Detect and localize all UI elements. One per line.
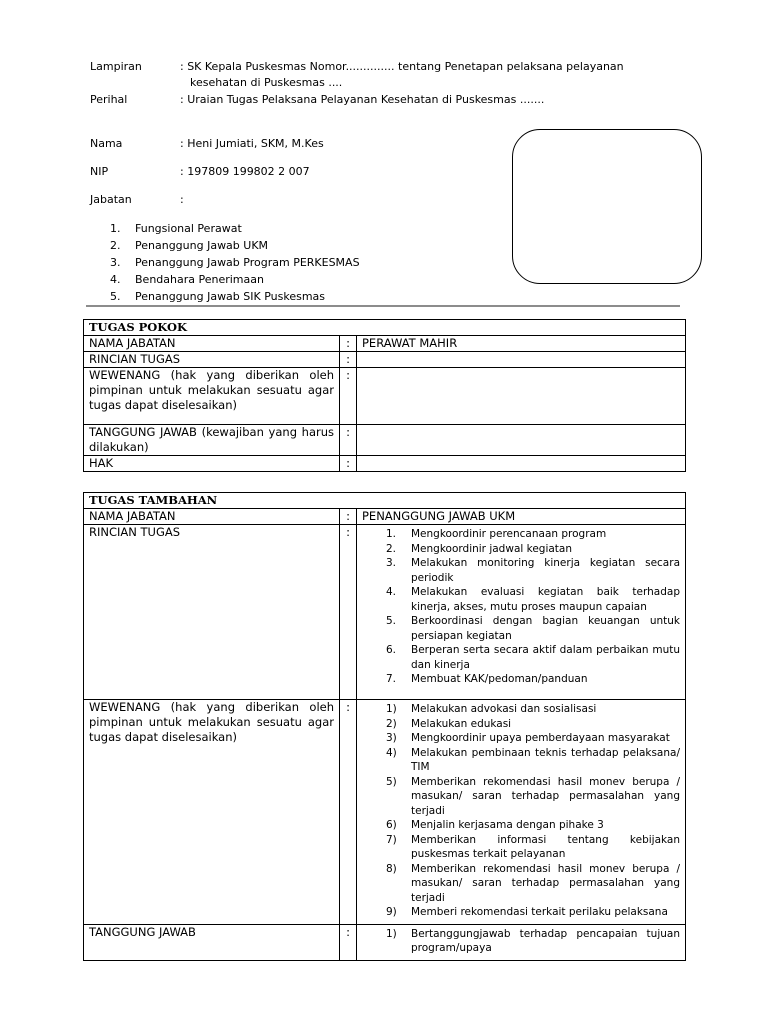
nama-row: [90, 136, 490, 152]
colon: :: [340, 352, 357, 368]
table-row: [84, 509, 686, 525]
list-item: 7) Memberikan informasi tentang kebijakan puskesmas terkait pelayanan: [386, 833, 680, 860]
tanggung-jawab-label: TANGGUNG JAWAB: [84, 924, 340, 960]
nama-jabatan-value: PENANGGUNG JAWAB UKM: [357, 509, 686, 525]
colon: :: [340, 336, 357, 352]
table-row: [84, 425, 686, 456]
list-item: 5. Berkoordinasi dengan bagian keuangan untuk persiapan kegiatan: [386, 615, 680, 642]
colon: :: [340, 525, 357, 700]
nip-row: [90, 164, 490, 180]
tugas-tambahan-table: [83, 492, 686, 961]
perihal-value: : Uraian Tugas Pelaksana Pelayanan Kesehatan di Puskesmas .......: [180, 93, 545, 106]
nama-label: Nama: [90, 137, 123, 150]
wewenang-label: WEWENANG (hak yang diberikan oleh pimpinan untuk melakukan sesuatu agar tugas dapat diselesaikan): [84, 368, 340, 425]
tugas-pokok-table: [83, 319, 686, 472]
table-row: [84, 456, 686, 472]
nama-value: : Heni Jumiati, SKM, M.Kes: [180, 137, 324, 150]
jabatan-list: [110, 220, 360, 305]
colon: :: [340, 368, 357, 425]
wewenang-value: [357, 368, 686, 425]
list-item: 4) Melakukan pembinaan teknis terhadap pelaksana/ TIM: [386, 746, 680, 773]
lampiran-value-cont: kesehatan di Puskesmas ....: [190, 76, 343, 89]
jabatan-value: :: [180, 193, 184, 206]
lampiran-value: : SK Kepala Puskesmas Nomor.............. tentang Penetapan pelaksana pelayanan: [180, 60, 624, 73]
colon: :: [340, 425, 357, 456]
nip-value: : 197809 199802 2 007: [180, 165, 310, 178]
list-item: 2. Penanggung Jawab UKM: [110, 239, 269, 252]
tanggung-jawab-value: [357, 425, 686, 456]
list-item: 3) Mengkoordinir upaya pemberdayaan masyarakat: [386, 732, 670, 744]
tugas-tambahan-title: TUGAS TAMBAHAN: [84, 493, 686, 509]
colon: :: [340, 509, 357, 525]
perihal-label: Perihal: [90, 93, 128, 106]
list-item: 4. Melakukan evaluasi kegiatan baik terhadap kinerja, akses, mutu proses maupun capaian: [386, 586, 680, 613]
list-item: 2) Melakukan edukasi: [386, 717, 512, 730]
jabatan-row: [90, 192, 490, 208]
list-item: 7. Membuat KAK/pedoman/panduan: [386, 673, 588, 685]
tanggung-jawab-list: [357, 924, 686, 960]
wewenang-label: WEWENANG (hak yang diberikan oleh pimpinan untuk melakukan sesuatu agar tugas dapat diselesaikan): [84, 700, 340, 925]
photo-box: [512, 129, 702, 284]
list-item: 9) Memberi rekomendasi terkait perilaku pelaksana: [386, 906, 668, 918]
list-item: 1. Fungsional Perawat: [110, 222, 242, 235]
table-row: [84, 368, 686, 425]
hak-value: [357, 456, 686, 472]
rincian-tugas-label: RINCIAN TUGAS: [84, 525, 340, 700]
nama-jabatan-label: NAMA JABATAN: [84, 509, 340, 525]
tanggung-jawab-label: TANGGUNG JAWAB (kewajiban yang harus dilakukan): [84, 425, 340, 456]
table-row: [84, 320, 686, 336]
lampiran-label: Lampiran: [90, 60, 142, 73]
list-item: 5) Memberikan rekomendasi hasil monev berupa / masukan/ saran terhadap permasalahan yang terjadi: [386, 775, 680, 817]
lampiran-row: [90, 59, 690, 91]
rincian-tugas-label: RINCIAN TUGAS: [84, 352, 340, 368]
rincian-tugas-value: [357, 352, 686, 368]
colon: :: [340, 456, 357, 472]
list-item: 6. Berperan serta secara aktif dalam perbaikan mutu dan kinerja: [386, 644, 680, 671]
list-item: 1. Mengkoordinir perencanaan program: [386, 528, 607, 540]
rincian-tugas-list: [357, 525, 686, 700]
hak-label: HAK: [84, 456, 340, 472]
list-item: 5. Penanggung Jawab SIK Puskesmas: [110, 290, 326, 303]
table-row: [84, 700, 686, 925]
list-item: 4. Bendahara Penerimaan: [110, 273, 264, 286]
nama-jabatan-label: NAMA JABATAN: [84, 336, 340, 352]
table-row: [84, 493, 686, 509]
list-item: 1) Melakukan advokasi dan sosialisasi: [386, 703, 597, 715]
list-item: 6) Menjalin kerjasama dengan pihake 3: [386, 819, 604, 831]
jabatan-label: Jabatan: [90, 193, 132, 206]
table-row: [84, 336, 686, 352]
nama-jabatan-value: PERAWAT MAHIR: [357, 336, 686, 352]
list-item: 2. Mengkoordinir jadwal kegiatan: [386, 542, 573, 555]
wewenang-list: [357, 700, 686, 925]
list-item: 1) Bertanggungjawab terhadap pencapaian tujuan program/upaya: [386, 927, 680, 954]
list-item: 8) Memberikan rekomendasi hasil monev berupa / masukan/ saran terhadap permasalahan yang terjadi: [386, 862, 680, 904]
tugas-pokok-title: TUGAS POKOK: [84, 320, 686, 336]
perihal-row: [90, 92, 690, 108]
table-row: [84, 525, 686, 700]
nip-label: NIP: [90, 165, 109, 178]
colon: :: [340, 700, 357, 925]
list-item: 3. Penanggung Jawab Program PERKESMAS: [110, 256, 360, 269]
colon: :: [340, 924, 357, 960]
list-item: 3. Melakukan monitoring kinerja kegiatan secara periodik: [386, 557, 680, 584]
table-row: [84, 924, 686, 960]
divider: [86, 305, 680, 307]
table-row: [84, 352, 686, 368]
